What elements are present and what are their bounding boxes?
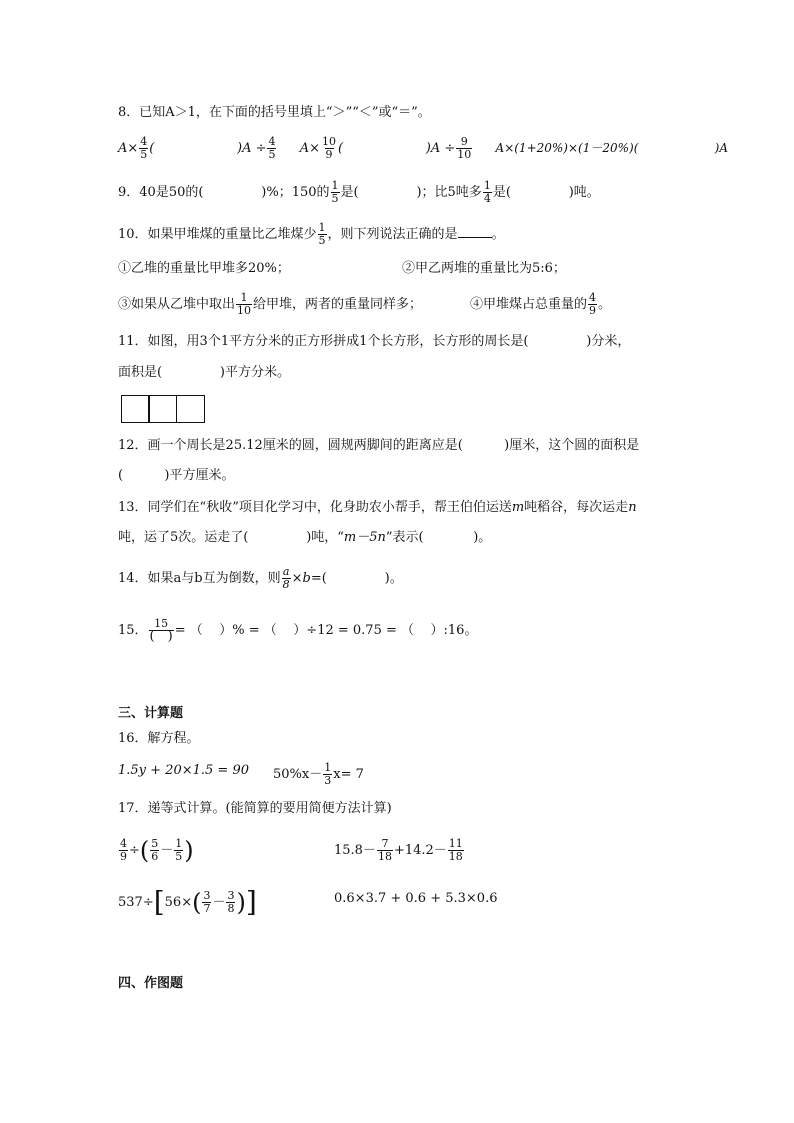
- q10-opt3-a: ③如果从乙堆中取出: [118, 297, 236, 312]
- q15-prefix: 15．: [118, 623, 148, 638]
- q14-frac-a-8: [282, 566, 291, 591]
- q14-part-a: 14．如果a与b互为倒数，则: [118, 571, 281, 586]
- frac-num: 4: [589, 291, 597, 304]
- question-10-stem: [118, 222, 505, 247]
- e1-frac-4-9: [119, 838, 128, 863]
- q17-expression-3: [118, 885, 257, 919]
- q10-opt4-a: ④甲堆煤占总重量的: [470, 297, 588, 312]
- q8-expr1-mid: ( )A ÷: [149, 141, 267, 156]
- close-bracket: ]: [245, 885, 257, 919]
- three-squares-figure: [122, 395, 205, 423]
- frac-num: 1: [240, 291, 248, 304]
- frac-den: 5: [318, 234, 326, 247]
- frac-den-blank: ( ): [149, 629, 173, 644]
- e3-frac-3-7: [202, 890, 211, 915]
- q17-expression-4: 0.6×3.7 + 0.6 + 5.3×0.6: [334, 891, 498, 906]
- question-12-line-2: ( )平方厘米。: [118, 468, 235, 483]
- frac-num: 4: [268, 135, 276, 148]
- q17-expression-2: [334, 838, 465, 863]
- frac-num: 1: [175, 837, 183, 850]
- var-n: n: [628, 500, 637, 515]
- section-heading-calculation: 三、计算题: [118, 706, 184, 721]
- question-13-line-2: [118, 529, 491, 547]
- q9-part-c: 是( )吨。: [492, 185, 600, 200]
- q10-frac-1-10: [236, 292, 252, 317]
- frac-den: 8: [282, 578, 290, 591]
- var-m: m: [511, 500, 525, 515]
- q8-expr2-mid: ( )A ÷: [338, 141, 456, 156]
- q9-part-b: 是( )；比5吨多: [340, 185, 482, 200]
- frac-den: 5: [331, 192, 339, 205]
- answer-blank: [458, 225, 492, 238]
- question-8-stem: 8．已知A＞1，在下面的括号里填上“＞”“＜”或“＝”。: [118, 105, 431, 120]
- frac-num: 4: [120, 837, 127, 850]
- frac-num: 1: [483, 179, 491, 192]
- q13-expression: m－5n: [343, 530, 386, 545]
- frac-den: 18: [448, 850, 463, 863]
- frac-num: 4: [140, 135, 148, 148]
- minus: －: [212, 895, 226, 910]
- minus: －: [160, 843, 174, 858]
- open-paren: (: [139, 836, 150, 865]
- q8-frac-4-5b: [267, 136, 276, 161]
- e1-frac-1-5: [174, 838, 183, 863]
- q8-expr3: A×(1+20%)×(1－20%)( )A: [495, 141, 729, 155]
- q15-rest: = （ ）% = （ ）÷12 = 0.75 = （ ）:16。: [174, 623, 478, 638]
- question-12-line-1: 12．画一个周长是25.12厘米的圆，圆规两脚间的距离应是( )厘米，这个圆的面积是: [118, 438, 640, 453]
- eq2-a: 50%x－: [273, 767, 323, 782]
- frac-num: 7: [381, 837, 389, 850]
- frac-num: 15: [154, 617, 169, 630]
- q9-part-a: 9．40是50的( )%；150的: [118, 185, 330, 200]
- frac-num: 10: [322, 135, 337, 148]
- q14-times: ×: [291, 571, 303, 586]
- square: [121, 395, 150, 423]
- q10-option-1: ①乙堆的重量比甲堆多20%；: [118, 261, 290, 276]
- close-paren: ): [184, 836, 194, 865]
- frac-num: 9: [460, 135, 468, 148]
- e3-a: 537÷: [118, 895, 154, 910]
- q10-option-2: ②甲乙两堆的重量比为5:6；: [402, 261, 566, 276]
- question-17-title: 17．递等式计算。(能简算的要用简便方法计算): [118, 801, 392, 816]
- frac-den: 5: [175, 850, 183, 863]
- question-11-line-2: 面积是( )平方分米。: [118, 365, 290, 380]
- question-14: [118, 566, 403, 591]
- question-8-expressions: [118, 136, 728, 161]
- q16-equation-2: [273, 762, 364, 787]
- square: [148, 395, 177, 423]
- q10-frac-1-5: [318, 222, 327, 247]
- q9-frac-1-5: [331, 180, 340, 205]
- q10-part-b: ，则下列说法正确的是: [327, 227, 458, 242]
- frac-den: 3: [324, 774, 332, 787]
- q10-frac-4-9: [588, 292, 597, 317]
- frac-den: 9: [120, 850, 127, 863]
- q13-line1-b: 吨稻谷，每次运走: [524, 500, 629, 515]
- q10-part-c: 。: [491, 227, 505, 242]
- equation-1: 1.5y + 20×1.5 = 90: [118, 763, 249, 778]
- q8-frac-4-5: [139, 136, 148, 161]
- q13-line1-a: 13．同学们在“秋收”项目化学习中，化身助农小帮手，帮王伯伯运送: [118, 500, 512, 515]
- open-bracket: [: [153, 885, 165, 919]
- q8-expr2-a: A×: [299, 141, 321, 156]
- frac-den: 10: [237, 304, 252, 317]
- question-13-line-1: [118, 499, 637, 517]
- eq2-b: x= 7: [333, 767, 364, 782]
- q10-part-a: 10．如果甲堆煤的重量比乙堆煤少: [118, 227, 317, 242]
- e3-b: 56×: [164, 895, 193, 910]
- question-15: [118, 618, 477, 643]
- q10-option-4: [470, 292, 611, 317]
- e2-b: +14.2－: [393, 843, 447, 858]
- q8-frac-9-10: [456, 136, 472, 161]
- divide: ÷: [129, 843, 140, 858]
- q9-frac-1-4: [483, 180, 492, 205]
- frac-den: 9: [589, 304, 597, 317]
- frac-den: 9: [325, 148, 333, 161]
- q10-opt4-b: 。: [598, 297, 612, 312]
- question-11-line-1: 11．如图，用3个1平方分米的正方形拼成1个长方形，长方形的周长是( )分米，: [118, 334, 631, 349]
- question-16-title: 16．解方程。: [118, 731, 200, 746]
- eq2-frac: [323, 762, 332, 787]
- frac-num: 1: [331, 179, 339, 192]
- q10-opt3-b: 给甲堆，两者的重量同样多；: [253, 297, 423, 312]
- close-paren: ): [236, 888, 246, 917]
- q16-equation-1: [118, 762, 249, 780]
- frac-den: 5: [268, 148, 276, 161]
- q10-option-3: [118, 292, 422, 317]
- question-9: [118, 180, 600, 205]
- frac-num: 11: [448, 837, 463, 850]
- e1-frac-5-6: [150, 838, 159, 863]
- section-heading-drawing: 四、作图题: [118, 976, 184, 991]
- square: [176, 395, 205, 423]
- frac-num: a: [282, 565, 290, 578]
- q15-frac: [149, 618, 174, 643]
- frac-den: 18: [377, 850, 392, 863]
- q13-line2-a: 吨，运了5次。运走了( )吨，“: [118, 530, 344, 545]
- frac-den: 4: [483, 192, 491, 205]
- frac-den: 6: [151, 850, 159, 863]
- q14-part-c: =( )。: [310, 571, 403, 586]
- q13-line2-b: ”表示( )。: [385, 530, 492, 545]
- frac-den: 10: [457, 148, 472, 161]
- frac-den: 8: [227, 902, 235, 915]
- e2-frac-7-18: [377, 838, 393, 863]
- open-paren: (: [192, 888, 202, 917]
- e3-frac-3-8: [226, 890, 235, 915]
- q8-expr1-a: A×: [118, 141, 139, 156]
- q8-frac-10-9: [321, 136, 337, 161]
- frac-num: 3: [203, 889, 211, 902]
- q17-expression-1: [118, 838, 194, 863]
- frac-num: 5: [151, 837, 159, 850]
- var-b: b: [302, 571, 311, 586]
- frac-num: 1: [318, 221, 326, 234]
- frac-num: 1: [324, 761, 332, 774]
- frac-num: 3: [227, 889, 235, 902]
- frac-den: 5: [140, 148, 148, 161]
- e2-a: 15.8－: [334, 843, 376, 858]
- frac-den: 7: [203, 902, 211, 915]
- e2-frac-11-18: [448, 838, 464, 863]
